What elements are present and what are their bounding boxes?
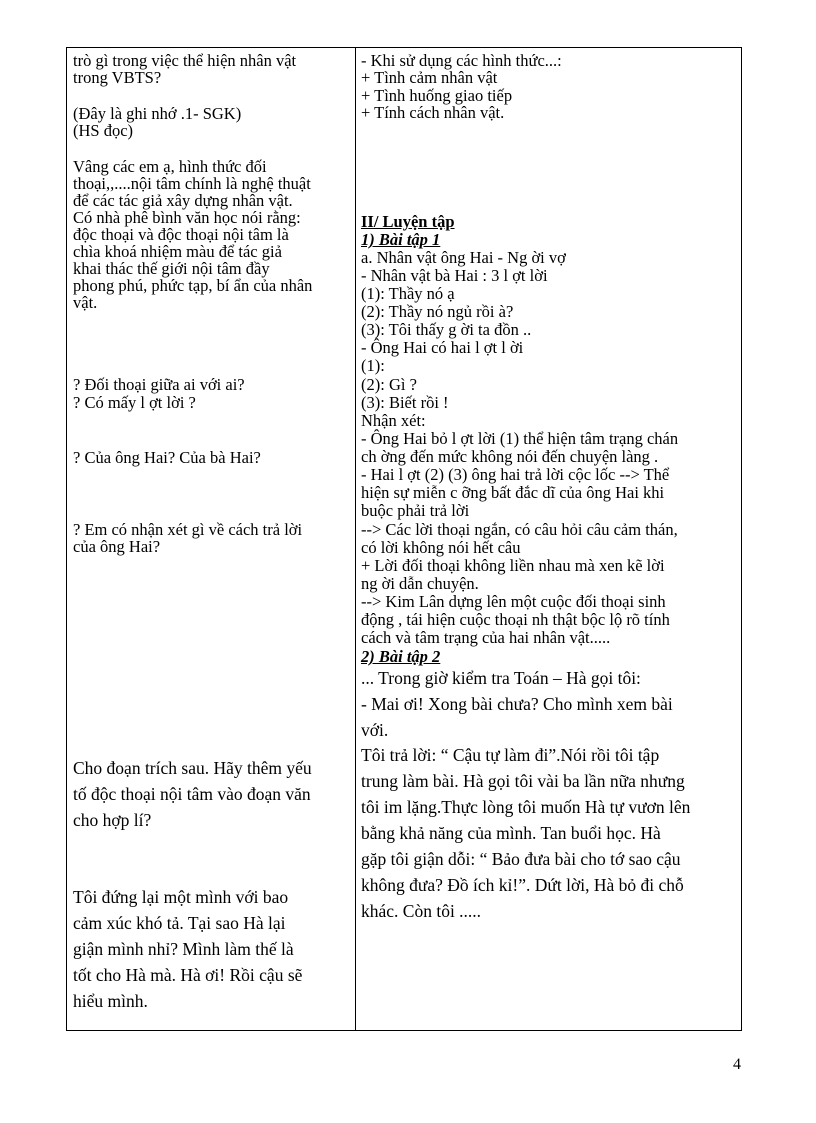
right-line: - Nhân vật bà Hai : 3 l ợt lời: [361, 266, 548, 285]
passage-line: không đưa? Đồ ích kỉ!”. Dứt lời, Hà bỏ đi chỗ: [361, 875, 684, 895]
right-line: có lời không nói hết câu: [361, 538, 521, 557]
left-line: độc thoại và độc thoại nội tâm là: [73, 225, 289, 244]
passage-line: tôi im lặng.Thực lòng tôi muốn Hà tự vươn lên: [361, 797, 691, 817]
exercise-2-heading: 2) Bài tập 2: [361, 647, 441, 666]
right-line: (3): Biết rồi !: [361, 393, 449, 412]
right-line: buộc phải trả lời: [361, 501, 470, 520]
right-line: --> Kim Lân dựng lên một cuộc đối thoại sinh: [361, 592, 666, 611]
left-line: trò gì trong việc thể hiện nhân vật: [73, 51, 297, 70]
passage-line: với.: [361, 720, 389, 740]
answer-line: Tôi đứng lại một mình với bao: [73, 887, 289, 907]
left-line: để các tác giả xây dựng nhân vật.: [73, 191, 293, 210]
exercise-prompt-line: cho hợp lí?: [73, 810, 152, 830]
left-line: thoại,,....nội tâm chính là nghệ thuật: [73, 174, 311, 193]
left-line: khai thác thế giới nội tâm đầy: [73, 259, 270, 278]
right-line: (2): Thầy nó ngủ rồi à?: [361, 302, 514, 321]
right-line: - Khi sử dụng các hình thức...:: [361, 51, 562, 70]
left-line: phong phú, phức tạp, bí ẩn của nhân: [73, 276, 313, 295]
right-line: Nhận xét:: [361, 411, 426, 430]
passage-line: khác. Còn tôi .....: [361, 901, 482, 921]
left-line: (HS đọc): [73, 121, 134, 140]
right-line: + Tình cảm nhân vật: [361, 68, 498, 87]
right-line: cách và tâm trạng của hai nhân vật.....: [361, 628, 611, 647]
right-line: - Hai l ợt (2) (3) ông hai trả lời cộc lốc --> Thể: [361, 465, 670, 484]
right-line: (2): Gì ?: [361, 375, 417, 394]
answer-line: giận mình nhỉ? Mình làm thế là: [73, 939, 294, 959]
passage-line: Tôi trả lời: “ Cậu tự làm đi”.Nói rồi tôi tập: [361, 745, 660, 765]
question-line: của ông Hai?: [73, 537, 161, 556]
right-line: + Lời đối thoại không liền nhau mà xen kẽ lời: [361, 556, 665, 575]
answer-line: tốt cho Hà mà. Hà ơi! Rồi cậu sẽ: [73, 965, 303, 985]
right-line: ng ời dẫn chuyện.: [361, 574, 479, 593]
lesson-table: [66, 47, 742, 1031]
right-line: --> Các lời thoại ngắn, có câu hỏi câu cảm thán,: [361, 520, 678, 539]
right-line: + Tình huống giao tiếp: [361, 86, 513, 105]
section-heading: II/ Luyện tập: [361, 212, 455, 231]
answer-line: cảm xúc khó tả. Tại sao Hà lại: [73, 913, 286, 933]
question-line: ? Của ông Hai? Của bà Hai?: [73, 448, 261, 467]
right-line: ch ờng đến mức không nói đến chuyện làng .: [361, 447, 659, 466]
right-line: hiện sự miễn c ỡng bất đắc dĩ của ông Hai khi: [361, 483, 665, 502]
left-line: vật.: [73, 293, 98, 312]
left-line: Vâng các em ạ, hình thức đối: [73, 157, 267, 176]
right-line: (1): Thầy nó ạ: [361, 284, 455, 303]
right-line: động , tái hiện cuộc thoại nh thật bộc lộ rõ tính: [361, 610, 670, 629]
passage-line: trung làm bài. Hà gọi tôi vài ba lần nữa nhưng: [361, 771, 685, 791]
question-line: ? Đối thoại giữa ai với ai?: [73, 375, 245, 394]
page-number: 4: [733, 1056, 741, 1073]
left-line: trong VBTS?: [73, 68, 162, 87]
passage-line: bằng khả năng của mình. Tan buổi học. Hà: [361, 823, 661, 843]
right-line: (1):: [361, 356, 385, 375]
passage-line: - Mai ơi! Xong bài chưa? Cho mình xem bài: [361, 694, 673, 714]
right-line: - Ông Hai bỏ l ợt lời (1) thể hiện tâm trạng chán: [361, 429, 679, 448]
left-line: chìa khoá nhiệm màu để tác giả: [73, 242, 282, 261]
exercise-1-heading: 1) Bài tập 1: [361, 230, 441, 249]
left-line: Có nhà phê bình văn học nói rằng:: [73, 208, 301, 227]
passage-line: gặp tôi giận dỗi: “ Bảo đưa bài cho tớ sao cậu: [361, 849, 681, 869]
left-line: (Đây là ghi nhớ .1- SGK): [73, 104, 242, 123]
question-line: ? Em có nhận xét gì về cách trả lời: [73, 520, 303, 539]
right-line: a. Nhân vật ông Hai - Ng ời vợ: [361, 248, 566, 267]
exercise-prompt-line: Cho đoạn trích sau. Hãy thêm yếu: [73, 758, 312, 778]
right-line: + Tính cách nhân vật.: [361, 103, 505, 122]
question-line: ? Có mấy l ợt lời ?: [73, 393, 196, 412]
column-divider: [355, 48, 356, 1030]
answer-line: hiểu mình.: [73, 991, 148, 1011]
right-line: - Ông Hai có hai l ợt l ời: [361, 338, 524, 357]
exercise-prompt-line: tố độc thoại nội tâm vào đoạn văn: [73, 784, 311, 804]
passage-line: ... Trong giờ kiểm tra Toán – Hà gọi tôi:: [361, 668, 641, 688]
right-line: (3): Tôi thấy g ời ta đồn ..: [361, 320, 532, 339]
